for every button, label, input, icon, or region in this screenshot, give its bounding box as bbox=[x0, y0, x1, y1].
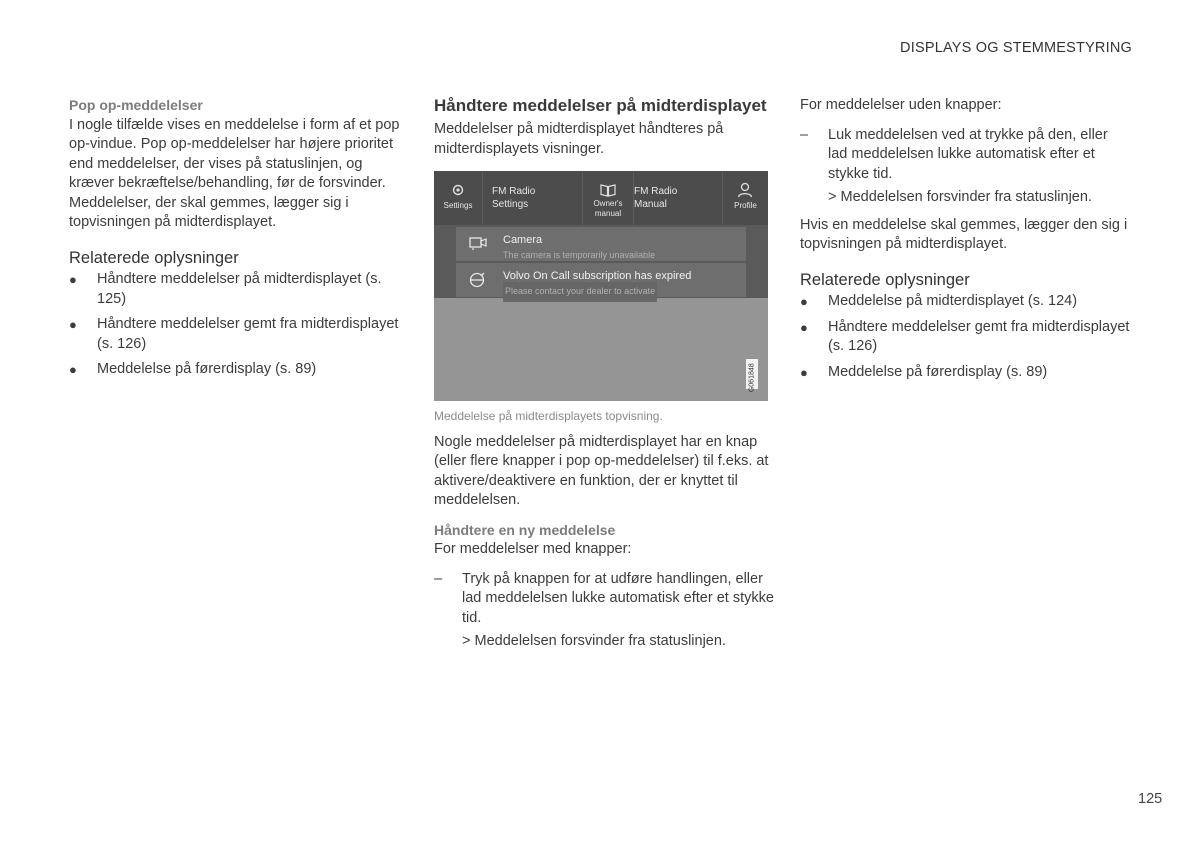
volvo-logo-icon bbox=[468, 271, 486, 289]
bullet-icon: ● bbox=[800, 319, 808, 335]
with-buttons-label: For meddelelser med knapper: bbox=[434, 541, 632, 557]
section-heading: Håndtere meddelelser på midterdisplayet bbox=[434, 96, 767, 115]
related-list bbox=[800, 292, 1130, 382]
tile-line: Manual bbox=[634, 199, 667, 210]
bullet-icon: ● bbox=[800, 294, 808, 309]
related-heading: Relaterede oplysninger bbox=[800, 270, 970, 289]
result-item bbox=[800, 188, 1130, 208]
result-text: Meddelelsen forsvinder fra statuslinjen. bbox=[840, 189, 1092, 205]
column-left bbox=[69, 96, 409, 386]
step-text: Tryk på knappen for at udføre handlingen, eller lad meddelelsen lukke automatisk efter et stykke tid. bbox=[462, 570, 774, 626]
tile-line: FM Radio bbox=[634, 186, 678, 197]
fm-radio-settings-tile[interactable] bbox=[492, 185, 582, 211]
related-link[interactable]: ● Håndtere meddelelser på midterdisplayet (s. 125) bbox=[69, 271, 382, 307]
book-icon bbox=[600, 183, 616, 197]
result-text: Meddelelsen forsvinder fra statuslinjen. bbox=[474, 633, 726, 649]
related-link[interactable]: ● Meddelelse på førerdisplay (s. 89) bbox=[800, 363, 1130, 383]
related-link[interactable]: ● Meddelelse på midterdisplayet (s. 124) bbox=[800, 292, 1130, 312]
display-top-bar bbox=[434, 171, 768, 225]
page-number: 125 bbox=[1138, 791, 1163, 807]
notification-subtitle: The camera is temporarily unavailable bbox=[503, 250, 656, 260]
subheading-new: Håndtere en ny meddelelse bbox=[434, 521, 616, 538]
figure-caption: Meddelelse på midterdisplayets topvisning. bbox=[434, 409, 663, 423]
fm-radio-manual-tile[interactable] bbox=[634, 185, 722, 211]
related-link[interactable]: ● Meddelelse på førerdisplay (s. 89) bbox=[69, 360, 409, 380]
notification-title: Volvo On Call subscription has expired bbox=[503, 270, 692, 282]
bullet-icon: ● bbox=[800, 364, 808, 380]
result-item bbox=[434, 632, 774, 652]
result-marker: > bbox=[462, 633, 471, 649]
bullet-icon: ● bbox=[69, 317, 77, 332]
running-header: DISPLAYS OG STEMMESTYRING bbox=[900, 40, 1132, 56]
without-buttons-label: For meddelelser uden knapper: bbox=[800, 97, 1002, 113]
settings-tile[interactable] bbox=[434, 171, 482, 225]
divider bbox=[482, 171, 483, 225]
notification-camera[interactable] bbox=[456, 227, 746, 261]
notification-voc[interactable] bbox=[456, 263, 746, 297]
notification-title: Camera bbox=[503, 234, 543, 246]
notification-subtitle: Please contact your dealer to activate bbox=[503, 282, 657, 302]
step-item bbox=[800, 126, 1130, 185]
profile-tile[interactable] bbox=[723, 171, 768, 225]
bullet-icon: ● bbox=[69, 362, 77, 377]
result-marker: > bbox=[828, 189, 837, 205]
owners-manual-tile[interactable] bbox=[583, 171, 633, 225]
figure-id-text: G061848 bbox=[748, 363, 756, 393]
notification-panel bbox=[434, 225, 768, 298]
profile-icon bbox=[737, 182, 753, 198]
subheading-popup: Pop op-meddelelser bbox=[69, 97, 203, 113]
tile-line: Settings bbox=[492, 199, 529, 210]
camera-icon bbox=[468, 235, 488, 251]
dash-icon: – bbox=[434, 570, 443, 587]
column-middle bbox=[434, 96, 774, 652]
step-text: Luk meddelelsen ved at trykke på den, eller lad meddelelsen lukke automatisk efter et stykke tid. bbox=[828, 126, 1108, 182]
body-save: Hvis en meddelelse skal gemmes, lægger den sig i topvisningen på midterdisplayet. bbox=[800, 216, 1128, 252]
related-link[interactable]: ● Håndtere meddelelser gemt fra midterdisplayet (s. 126) bbox=[800, 318, 1130, 354]
dash-icon: – bbox=[800, 126, 809, 143]
intro-text: Meddelelser på midterdisplayet håndteres på midterdisplayets visninger. bbox=[434, 121, 724, 157]
related-link[interactable]: ● Håndtere meddelelser gemt fra midterdisplayet (s. 126) bbox=[69, 316, 399, 352]
settings-icon bbox=[451, 183, 465, 197]
profile-label: Profile bbox=[734, 201, 757, 210]
related-heading: Relaterede oplysninger bbox=[69, 248, 239, 267]
step-item bbox=[434, 570, 774, 629]
body-popup: I nogle tilfælde vises en meddelelse i form af et pop op-vindue. Pop op-meddelelser har højere prioritet end meddelelser, der vises på statuslinjen, og kræver bekræftelse/behandling, før de forsvinder. Meddelelser, der skal gemmes, lægger sig i topvisningen på midterdisplayet. bbox=[69, 116, 400, 230]
figure-id bbox=[746, 359, 758, 393]
bullet-icon: ● bbox=[69, 272, 77, 287]
tile-line: FM Radio bbox=[492, 186, 536, 197]
settings-label: Settings bbox=[443, 201, 473, 210]
column-right bbox=[800, 96, 1130, 388]
related-list bbox=[69, 270, 409, 380]
center-display-figure bbox=[434, 171, 768, 401]
body-buttons: Nogle meddelelser på midterdisplayet har en knap (eller flere knapper i pop op-meddelelser) til f.eks. at aktivere/deaktivere en funktion, der er knyttet til meddelelsen. bbox=[434, 433, 769, 508]
owners-manual-label: Owner's manual bbox=[593, 199, 623, 218]
